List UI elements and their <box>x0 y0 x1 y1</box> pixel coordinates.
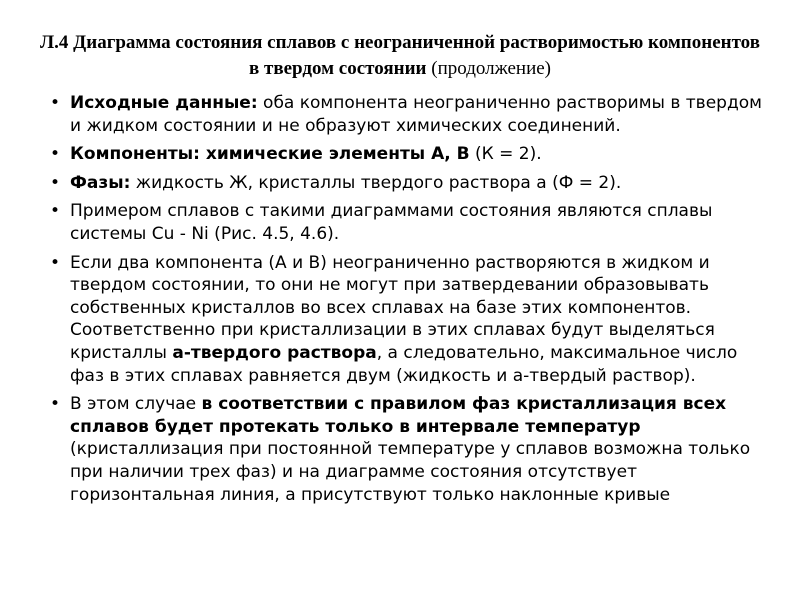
bullet-item-phase-rule <box>48 393 766 506</box>
slide-title-continued: (продолжение) <box>431 58 552 79</box>
bullet-item-example <box>48 200 766 245</box>
bullet-item-components <box>48 143 766 166</box>
bullet-text: (кристаллизация при постоянной температуре у сплавов возможна только при наличии трех фаз) и на диаграмме состояния отсутствует горизонтальная линия, а присутствуют только наклонные кривые <box>70 439 751 505</box>
bullet-bold-text: Фазы: <box>70 172 131 193</box>
bullet-bold-text: Компоненты: химические элементы А, В <box>70 144 470 165</box>
bullet-bold-text: в соответствии с правилом фаз кристаллизация всех сплавов будет протекать только в интервале температур <box>70 394 727 437</box>
slide-title-main: Л.4 Диаграмма состояния сплавов с неограниченной растворимостью компонентов в твердом состоянии <box>40 32 760 79</box>
bullet-text: жидкость Ж, кристаллы твердого раствора a (Ф = 2). <box>130 172 622 193</box>
bullet-item-source-data <box>48 92 766 137</box>
bullet-text: Если два компонента (А и В) неограниченно растворяются в жидком и твердом состоянии, то они не могут при затвердевании образовывать собственных кристаллов во всех сплавах на базе этих компонентов. Соответственно при кристаллизации в этих сплавах будут выделяться кристаллы <box>70 252 715 363</box>
bullet-text: (К = 2). <box>469 144 542 165</box>
bullet-text: оба компонента неограниченно растворимы в твердом и жидком состоянии и не образуют химических соединений. <box>70 93 762 136</box>
bullet-bold-text: Исходные данные: <box>70 93 258 113</box>
bullet-item-explanation <box>48 252 766 388</box>
bullet-item-phases <box>48 172 766 195</box>
bullet-text: В этом случае <box>70 394 202 415</box>
bullet-text: , а следовательно, максимальное число фаз в этих сплавах равняется двум (жидкость и a-твердый раствор). <box>70 342 738 386</box>
bullet-list <box>48 92 766 512</box>
bullet-text: Примером сплавов с такими диаграммами состояния являются сплавы системы Cu - Ni (Рис. 4.5, 4.6). <box>70 201 713 244</box>
bullet-bold-text: a-твердого раствора <box>172 342 377 363</box>
slide-title <box>40 30 760 82</box>
